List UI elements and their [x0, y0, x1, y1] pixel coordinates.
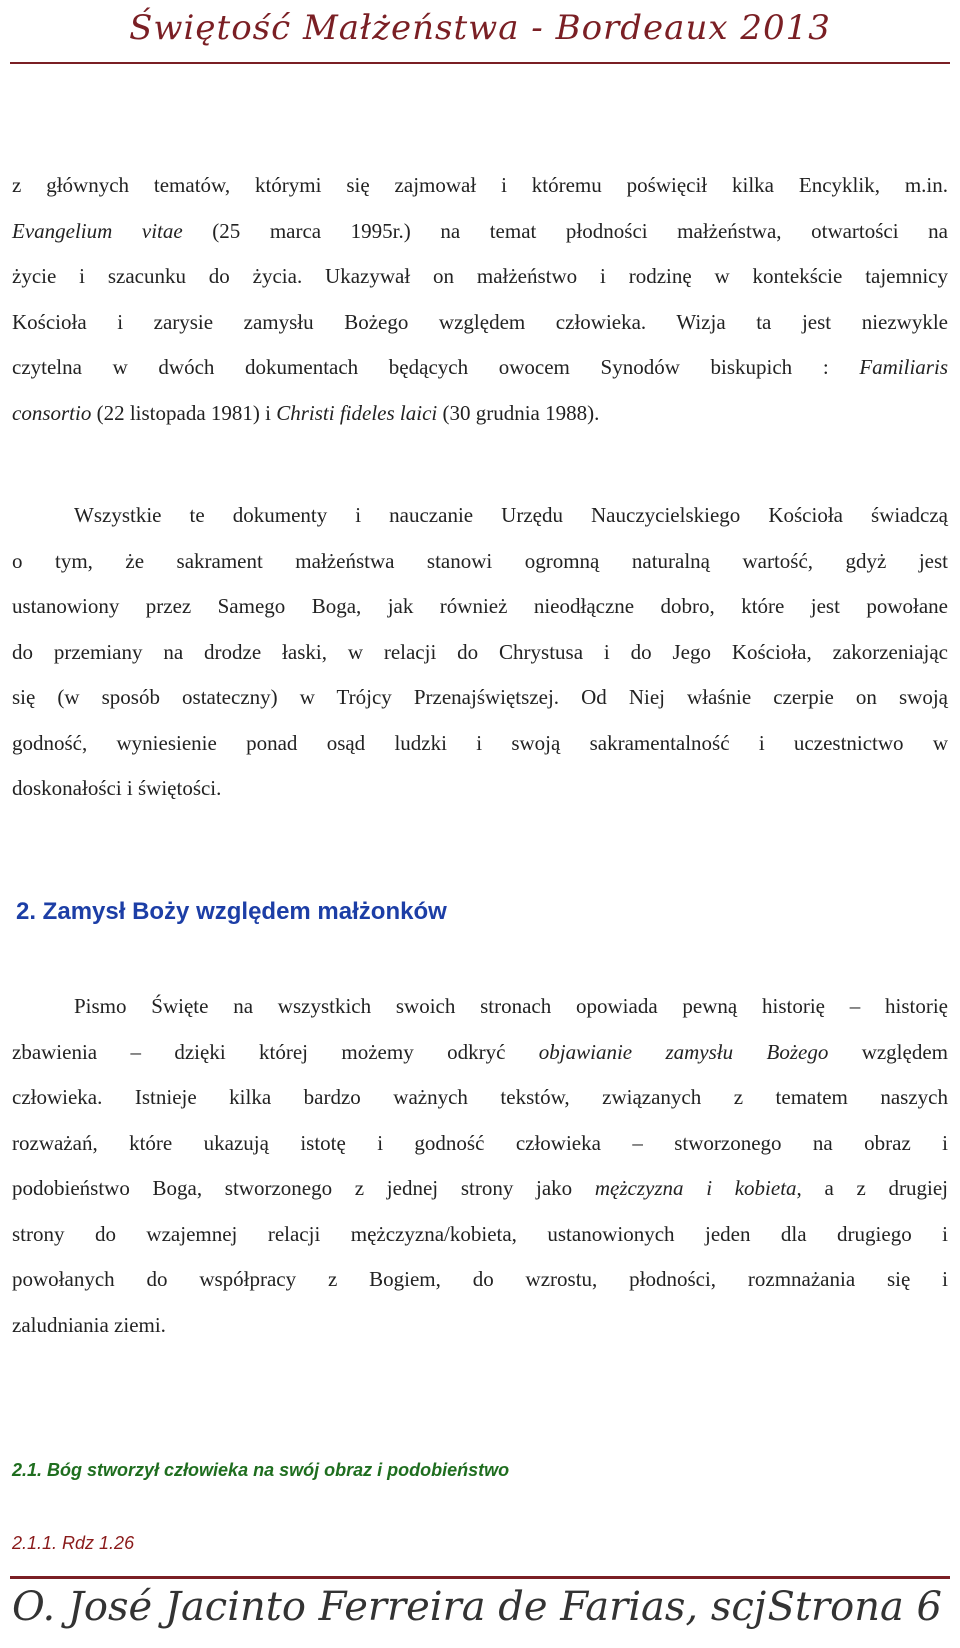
italic-phrase: objawianie zamysłu Bożego: [538, 1039, 829, 1064]
paragraph-line: zbawienia – dzięki której możemy odkryć objawianie zamysłu Bożego względem: [12, 1039, 948, 1064]
paragraph-line: Pismo Święte na wszystkich swoich stronach opowiada pewną historię – historię: [74, 994, 948, 1018]
paragraph-line: consortio (22 listopada 1981) i Christi fideles laici (30 grudnia 1988).: [12, 400, 600, 425]
paragraph-2: [12, 493, 948, 812]
header-title: Świętość Małżeństwa - Bordeaux 2013: [129, 8, 831, 48]
italic-title: consortio: [12, 400, 92, 425]
paragraph-line: do przemiany na drodze łaski, w relacji do Chrystusa i do Jego Kościoła, zakorzeniając: [12, 639, 948, 664]
paragraph-line: Wszystkie te dokumenty i nauczanie Urzędu Nauczycielskiego Kościoła świadczą: [74, 503, 948, 527]
footer-divider: [10, 1576, 950, 1579]
paragraph-line: doskonałości i świętości.: [12, 776, 222, 800]
subsubsection-heading: 2.1.1. Rdz 1.26: [12, 1533, 135, 1553]
paragraph-line: godność, wyniesienie ponad osąd ludzki i swoją sakramentalność i uczestnictwo w: [12, 730, 948, 755]
paragraph-line: z głównych tematów, którymi się zajmował i któremu poświęcił kilka Encyklik, m.in.: [12, 173, 948, 197]
paragraph-line: podobieństwo Boga, stworzonego z jednej strony jako mężczyzna i kobieta, a z drugiej: [12, 1176, 949, 1200]
header-divider: [10, 62, 950, 64]
subsection-heading: 2.1. Bóg stworzył człowieka na swój obraz i podobieństwo: [12, 1460, 510, 1480]
paragraph-line: ustanowiony przez Samego Boga, jak również nieodłączne dobro, które jest powołane: [12, 594, 948, 618]
footer-page-number: Strona 6: [767, 1584, 942, 1630]
italic-phrase: mężczyzna i kobieta: [594, 1176, 797, 1200]
paragraph-line: czytelna w dwóch dokumentach będących owocem Synodów biskupich : Familiaris: [12, 355, 948, 379]
paragraph-1: [12, 163, 948, 436]
paragraph-line: strony do wzajemnej relacji mężczyzna/kobieta, ustanowionych jeden dla drugiego i: [12, 1221, 948, 1246]
paragraph-3: [12, 984, 948, 1348]
paragraph-line: się (w sposób ostateczny) w Trójcy Przenajświętszej. Od Niej właśnie czerpie on swoją: [12, 685, 948, 709]
section-heading: 2. Zamysł Boży względem małżonków: [16, 898, 447, 925]
paragraph-line: rozważań, które ukazują istotę i godność człowieka – stworzonego na obraz i: [12, 1130, 948, 1155]
paragraph-line: o tym, że sakrament małżeństwa stanowi ogromną naturalną wartość, gdyż jest: [12, 548, 948, 573]
paragraph-line: człowieka. Istnieje kilka bardzo ważnych tekstów, związanych z tematem naszych: [12, 1085, 948, 1109]
paragraph-line: życie i szacunku do życia. Ukazywał on małżeństwo i rodzinę w kontekście tajemnicy: [12, 264, 948, 288]
footer-author: O. José Jacinto Ferreira de Farias, scj: [12, 1584, 767, 1630]
paragraph-line: powołanych do współpracy z Bogiem, do wzrostu, płodności, rozmnażania się i: [12, 1267, 948, 1291]
page-header: [0, 0, 960, 62]
italic-title: Christi fideles laici: [276, 400, 438, 425]
italic-title: Evangelium vitae: [12, 218, 183, 243]
italic-title: Familiaris: [859, 355, 948, 379]
paragraph-line: Kościoła i zarysie zamysłu Bożego względem człowieka. Wizja ta jest niezwykle: [12, 309, 948, 334]
paragraph-line: Evangelium vitae (25 marca 1995r.) na temat płodności małżeństwa, otwartości na: [12, 218, 948, 243]
paragraph-line: zaludniania ziemi.: [12, 1312, 166, 1337]
